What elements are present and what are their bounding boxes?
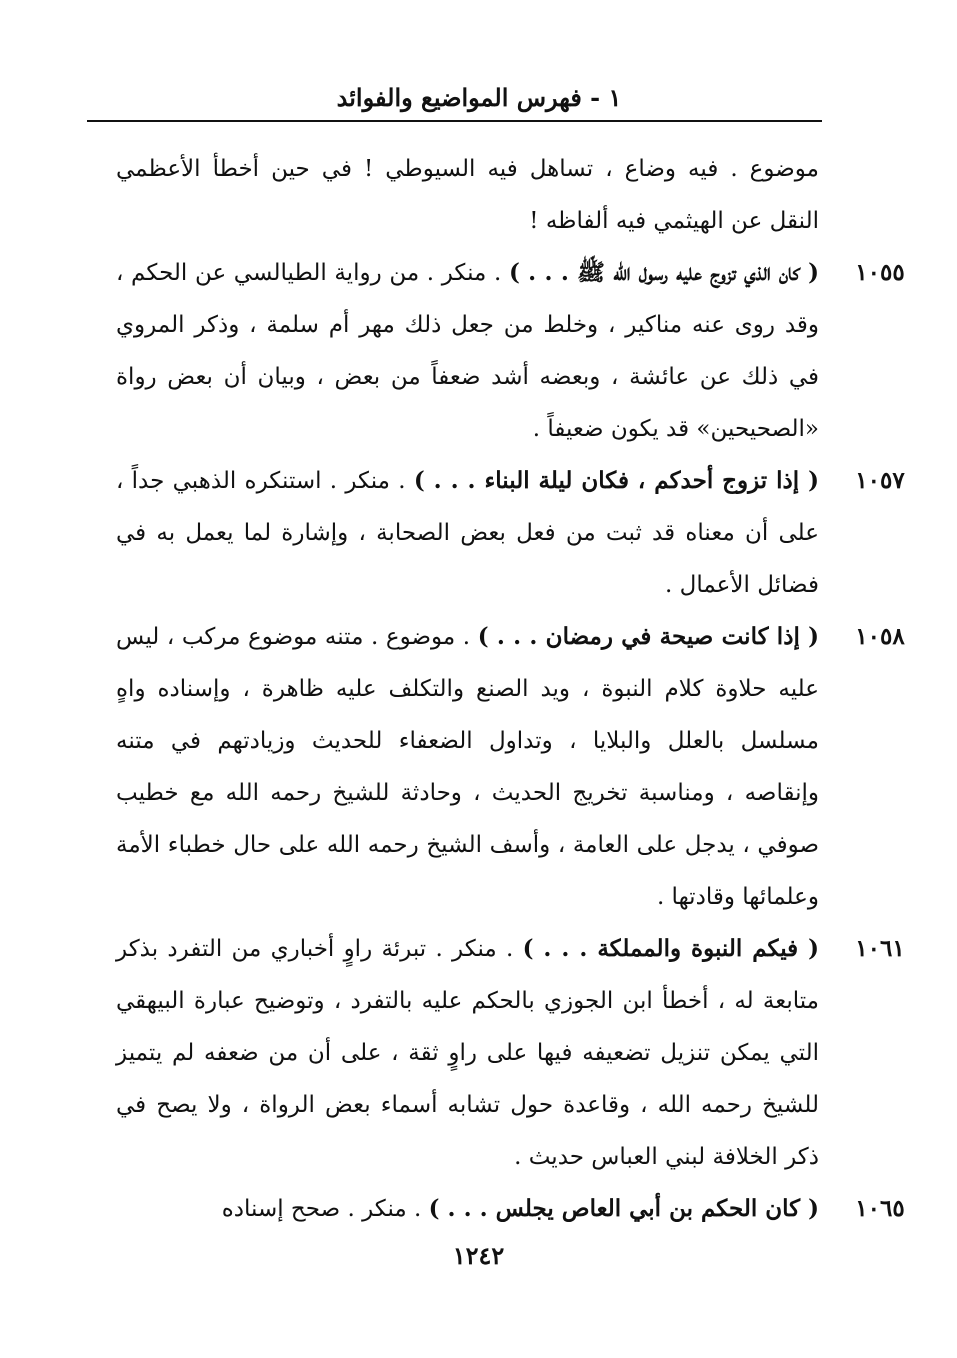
entry-number: ١٠٥٧ — [855, 467, 905, 494]
entry-number: ١٠٦١ — [855, 935, 905, 962]
page-body — [116, 143, 905, 1235]
index-entry — [116, 455, 905, 611]
entry-description: . موضوع . متنه موضوع مركب ، ليس عليه حلاوة كلام النبوة ، ويد الصنع والتكلف عليه ظاهرة ، وإسناده واهٍ مسلسل بالعلل والبلايا ، وتداول الضعفاء للحديث وزيادتهم في متنه وإنقاصه ، ومناسبة تخريج الحديث ، وحادثة للشيخ رحمه الله مع خطيب صوفي ، يدجل على العامة ، وأسف الشيخ رحمه الله على حال خطباء الأمة وعلمائها وقادتها . — [116, 624, 819, 910]
running-header-title: ١ - فهرس المواضيع والفوائد — [336, 83, 622, 112]
entry-description: . منكر . استنكره الذهبي جداً ، على أن معناه قد ثبت من فعل بعض الصحابة ، وإشارة لما يعمل به في فضائل الأعمال . — [116, 468, 819, 598]
entry-description: . منكر . من رواية الطيالسي عن الحكم ، وقد روى عنه مناكير ، وخلط من جعل ذلك مهر أم سلمة ، وذكر المروي في ذلك عن عائشة ، وبعضه أشد ضعفاً من بعض ، وبيان أن بعض رواة «الصحيحين» قد يكون ضعيفاً . — [116, 260, 819, 442]
hadith-title: ( إذا تزوج أحدكم ، فكان ليلة البناء . . . ) — [413, 467, 819, 494]
index-entry — [116, 1183, 905, 1235]
entry-text — [116, 923, 819, 1183]
hadith-title: ( كان الذي تزوج عليه رسول الله ﷺ . . . ) — [508, 259, 819, 286]
page-number: ١٢٤٢ — [452, 1241, 505, 1270]
intro-paragraph: موضوع . فيه وضاع ، تساهل فيه السيوطي ! في حين أخطأ الأعظمي النقل عن الهيثمي فيه ألفاظه ! — [116, 156, 819, 234]
entry-text — [116, 611, 819, 923]
header-rule — [87, 120, 822, 122]
index-entry — [116, 923, 905, 1183]
entry-text — [116, 247, 819, 455]
index-entry — [116, 247, 905, 455]
entry-number: ١٠٦٥ — [855, 1195, 905, 1222]
entry-description: . منكر . تبرئة راوٍ أخباري من التفرد بذكر متابعة له ، أخطأ ابن الجوزي بالحكم عليه بالتفرد ، وتوضيح عبارة البيهقي التي يمكن تنزيل تضعيفه فيها على راوٍ ثقة ، على أن من ضعفه لم يتميز للشيخ رحمه الله ، وقاعدة حول تشابه أسماء بعض الرواة ، ولا يصح في ذكر الخلافة لبني العباس حديث . — [116, 936, 819, 1170]
entry-number: ١٠٥٥ — [855, 259, 905, 286]
hadith-title: ( إذا كانت صيحة في رمضان . . . ) — [477, 623, 819, 650]
entry-text — [116, 1183, 819, 1235]
entry-description: . منكر . صحح إسناده — [221, 1196, 429, 1222]
hadith-title: ( فيكم النبوة والمملكة . . . ) — [522, 935, 819, 962]
entry-number: ١٠٥٨ — [855, 623, 905, 650]
entry-text — [116, 455, 819, 611]
hadith-title: ( كان الحكم بن أبي العاص يجلس . . . ) — [428, 1195, 819, 1222]
index-entry — [116, 611, 905, 923]
